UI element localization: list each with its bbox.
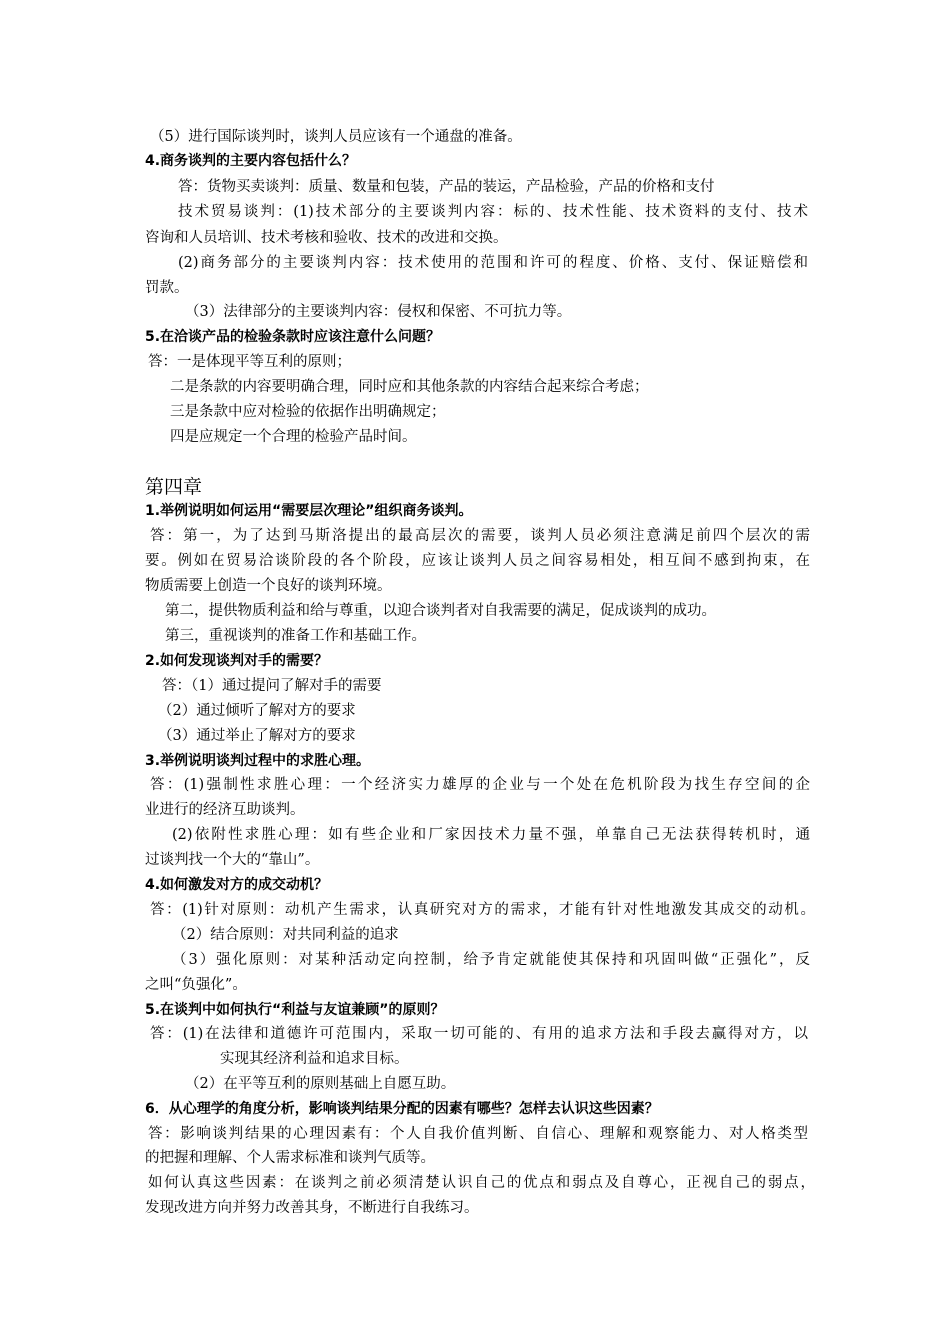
text-line: 四是应规定一个合理的检验产品时间。 [170,429,417,445]
chapter-title: 第四章 [145,476,203,498]
text-line: 之叫“负强化”。 [145,977,247,993]
text-line: 物质需要上创造一个良好的谈判环境。 [145,578,392,594]
text-line: 的把握和理解、个人需求标准和谈判气质等。 [145,1150,435,1166]
text-line: 业进行的经济互助谈判。 [145,802,305,818]
text-line: （3）法律部分的主要谈判内容：侵权和保密、不可抗力等。 [185,304,572,320]
question-heading: 1.举例说明如何运用“需要层次理论”组织商务谈判。 [145,503,473,519]
text-line: 答：影响谈判结果的心理因素有：个人自我价值判断、自信心、理解和观察能力、对人格类型 [148,1126,808,1142]
text-line: 三是条款中应对检验的依据作出明确规定； [170,404,446,420]
text-line: （5）进行国际谈判时，谈判人员应该有一个通盘的准备。 [150,129,522,145]
text-line: (2)商务部分的主要谈判内容：技术使用的范围和许可的程度、价格、支付、保证赔偿和 [178,255,808,271]
text-line: 要。例如在贸易洽谈阶段的各个阶段，应该让谈判人员之间容易相处，相互间不感到拘束，在 [145,553,810,569]
text-line: 答：一是体现平等互利的原则； [148,354,351,370]
text-line: 答：(1)在法律和道德许可范围内，采取一切可能的、有用的追求方法和手段去赢得对方，以 [150,1026,808,1042]
text-line: 答：（1）通过提问了解对手的需要 [162,678,382,694]
question-heading: 6．从心理学的角度分析，影响谈判结果分配的因素有哪些？怎样去认识这些因素？ [145,1101,659,1117]
text-line: 第三，重视谈判的准备工作和基础工作。 [165,628,426,644]
text-line: 答：货物买卖谈判：质量、数量和包装，产品的装运，产品检验，产品的价格和支付 [178,179,715,195]
text-line: 过谈判找一个大的“靠山”。 [145,852,320,868]
text-line: （2）通过倾听了解对方的要求 [158,703,356,719]
text-line: 答：(1)强制性求胜心理：一个经济实力雄厚的企业与一个处在危机阶段为找生存空间的企 [150,777,810,793]
question-heading: 3.举例说明谈判过程中的求胜心理。 [145,753,371,769]
question-heading: 4.商务谈判的主要内容包括什么？ [145,153,357,169]
text-line: 如何认真这些因素：在谈判之前必须清楚认识自己的优点和弱点及自尊心，正视自己的弱点， [148,1175,815,1191]
text-line: （3）强化原则：对某种活动定向控制，给予肯定就能使其保持和巩固叫做“正强化”，反 [172,952,810,968]
text-line: 咨询和人员培训、技术考核和验收、技术的改进和交换。 [145,230,508,246]
question-heading: 2.如何发现谈判对手的需要？ [145,653,329,669]
question-heading: 4.如何激发对方的成交动机？ [145,877,329,893]
text-line: 技术贸易谈判：(1)技术部分的主要谈判内容：标的、技术性能、技术资料的支付、技术 [178,204,808,220]
text-line: (2)依附性求胜心理：如有些企业和厂家因技术力量不强，单靠自己无法获得转机时，通 [172,827,810,843]
text-line: 实现其经济利益和追求目标。 [220,1051,409,1067]
text-line: （2）在平等互利的原则基础上自愿互助。 [185,1076,456,1092]
text-line: （3）通过举止了解对方的要求 [158,728,356,744]
text-line: 答：第一，为了达到马斯洛提出的最高层次的需要，谈判人员必须注意满足前四个层次的需 [150,528,810,544]
text-line: 答：(1)针对原则：动机产生需求，认真研究对方的需求，才能有针对性地激发其成交的动机。 [150,902,815,918]
text-line: 第二，提供物质利益和给与尊重，以迎合谈判者对自我需要的满足，促成谈判的成功。 [165,603,716,619]
text-line: （2）结合原则：对共同利益的追求 [172,927,399,943]
question-heading: 5.在谈判中如何执行“利益与友谊兼顾”的原则？ [145,1002,445,1018]
text-line: 二是条款的内容要明确合理，同时应和其他条款的内容结合起来综合考虑； [170,379,649,395]
text-line: 发现改进方向并努力改善其身，不断进行自我练习。 [145,1200,479,1216]
question-heading: 5.在洽谈产品的检验条款时应该注意什么问题？ [145,329,441,345]
text-line: 罚款。 [145,280,189,296]
